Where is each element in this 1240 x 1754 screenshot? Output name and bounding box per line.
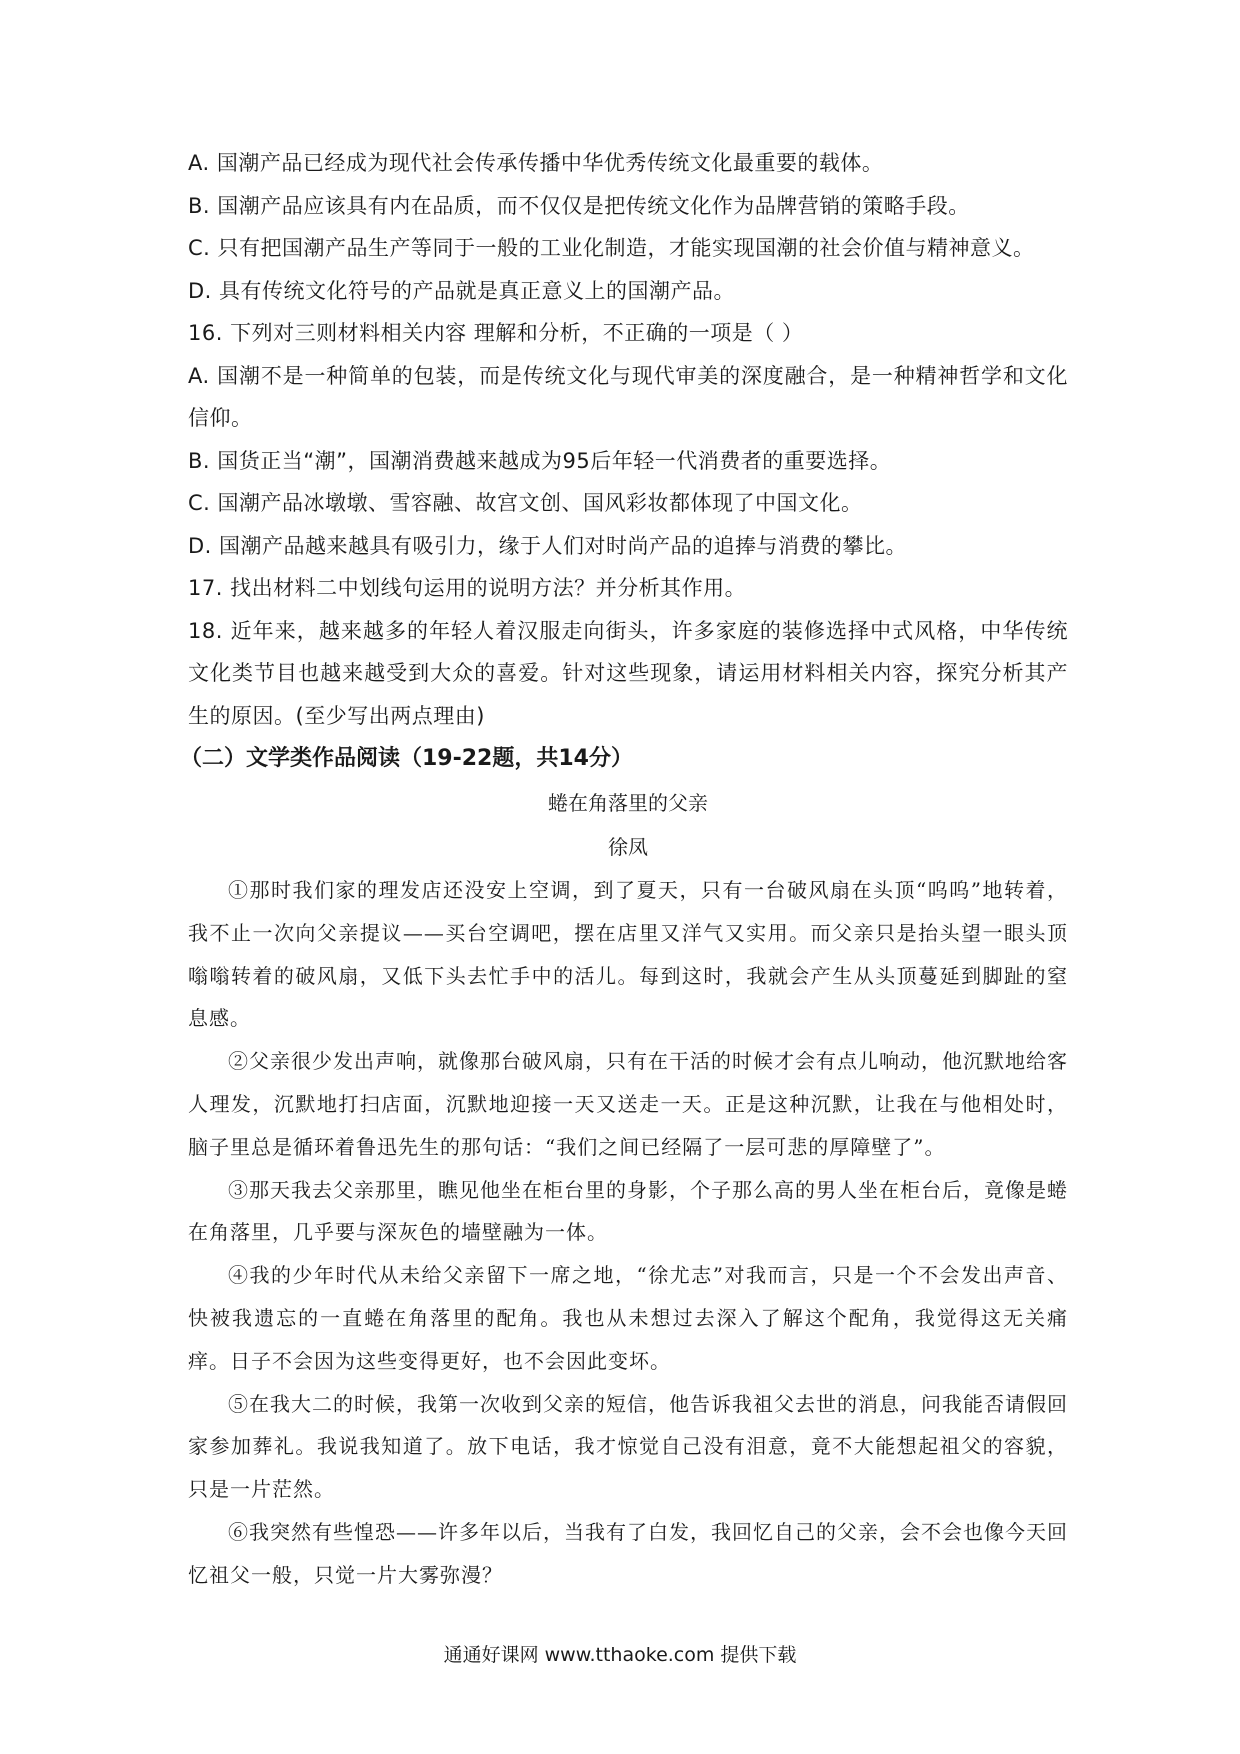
question-16-option-d: D. 国潮产品越来越具有吸引力，缘于人们对时尚产品的追捧与消费的攀比。 (188, 533, 908, 558)
document-page (180, 142, 1068, 1597)
question-16-stem: 16. 下列对三则材料相关内容 理解和分析，不正确的一项是（ ） (188, 321, 804, 345)
option-c-prev: C. 只有把国潮产品生产等同于一般的工业化制造，才能实现国潮的社会价值与精神意义。 (188, 236, 1035, 260)
question-16-option-b: B. 国货正当“潮”，国潮消费越来越成为95后年轻一代消费者的重要选择。 (188, 448, 892, 473)
story-author: 徐凤 (608, 835, 648, 859)
option-d-prev: D. 具有传统文化符号的产品就是真正意义上的国潮产品。 (188, 278, 736, 303)
page-footer: 通通好课网 www.tthaoke.com 提供下载 (443, 1644, 797, 1666)
option-a-prev: A. 国潮产品已经成为现代社会传承传播中华优秀传统文化最重要的载体。 (188, 151, 884, 175)
question-17: 17. 找出材料二中划线句运用的说明方法？并分析其作用。 (188, 576, 747, 600)
option-b-prev: B. 国潮产品应该具有内在品质，而不仅仅是把传统文化作为品牌营销的策略手段。 (188, 193, 970, 218)
question-16-option-a: A. 国潮不是一种简单的包装，而是传统文化与现代审美的深度融合，是一种精神哲学和文化信仰。 (188, 363, 1068, 430)
question-16-option-c: C. 国潮产品冰墩墩、雪容融、故宫文创、国风彩妆都体现了中国文化。 (188, 491, 863, 515)
story-paragraph: ⑥我突然有些惶恐——许多年以后，当我有了白发，我回忆自己的父亲，会不会也像今天回忆祖父一般，只觉一片大雾弥漫？ (188, 1519, 1068, 1587)
story-title: 蜷在角落里的父亲 (548, 791, 708, 815)
story-paragraph: ④我的少年时代从未给父亲留下一席之地，“徐尤志”对我而言，只是一个不会发出声音、快被我遗忘的一直蜷在角落里的配角。我也从未想过去深入了解这个配角，我觉得这无关痛痒。日子不会因为这些变得更好，也不会因此变坏。 (188, 1263, 1068, 1373)
story-paragraph: ③那天我去父亲那里，瞧见他坐在柜台里的身影，个子那么高的男人坐在柜台后，竟像是蜷在角落里，几乎要与深灰色的墙壁融为一体。 (188, 1177, 1068, 1245)
section-title: （二）文学类作品阅读（19-22题，共14分） (180, 746, 633, 771)
story-paragraph: ②父亲很少发出声响，就像那台破风扇，只有在干活的时候才会有点儿响动，他沉默地给客人理发，沉默地打扫店面，沉默地迎接一天又送走一天。正是这种沉默，让我在与他相处时，脑子里总是循环着鲁迅先生的那句话：“我们之间已经隔了一层可悲的厚障壁了”。 (188, 1049, 1068, 1159)
question-18: 18. 近年来，越来越多的年轻人着汉服走向街头，许多家庭的装修选择中式风格，中华传统文化类节目也越来越受到大众的喜爱。针对这些现象，请运用材料相关内容，探究分析其产生的原因。(至少写出两点理由) (188, 618, 1068, 728)
story-paragraph: ⑤在我大二的时候，我第一次收到父亲的短信，他告诉我祖父去世的消息，问我能否请假回家参加葬礼。我说我知道了。放下电话，我才惊觉自己没有泪意，竟不大能想起祖父的容貌，只是一片茫然。 (188, 1391, 1068, 1502)
story-paragraph: ①那时我们家的理发店还没安上空调，到了夏天，只有一台破风扇在头顶“呜呜”地转着，我不止一次向父亲提议——买台空调吧，摆在店里又洋气又实用。而父亲只是抬头望一眼头顶嗡嗡转着的破风扇，又低下头去忙手中的活儿。每到这时，我就会产生从头顶蔓延到脚趾的窒息感。 (188, 878, 1068, 1031)
